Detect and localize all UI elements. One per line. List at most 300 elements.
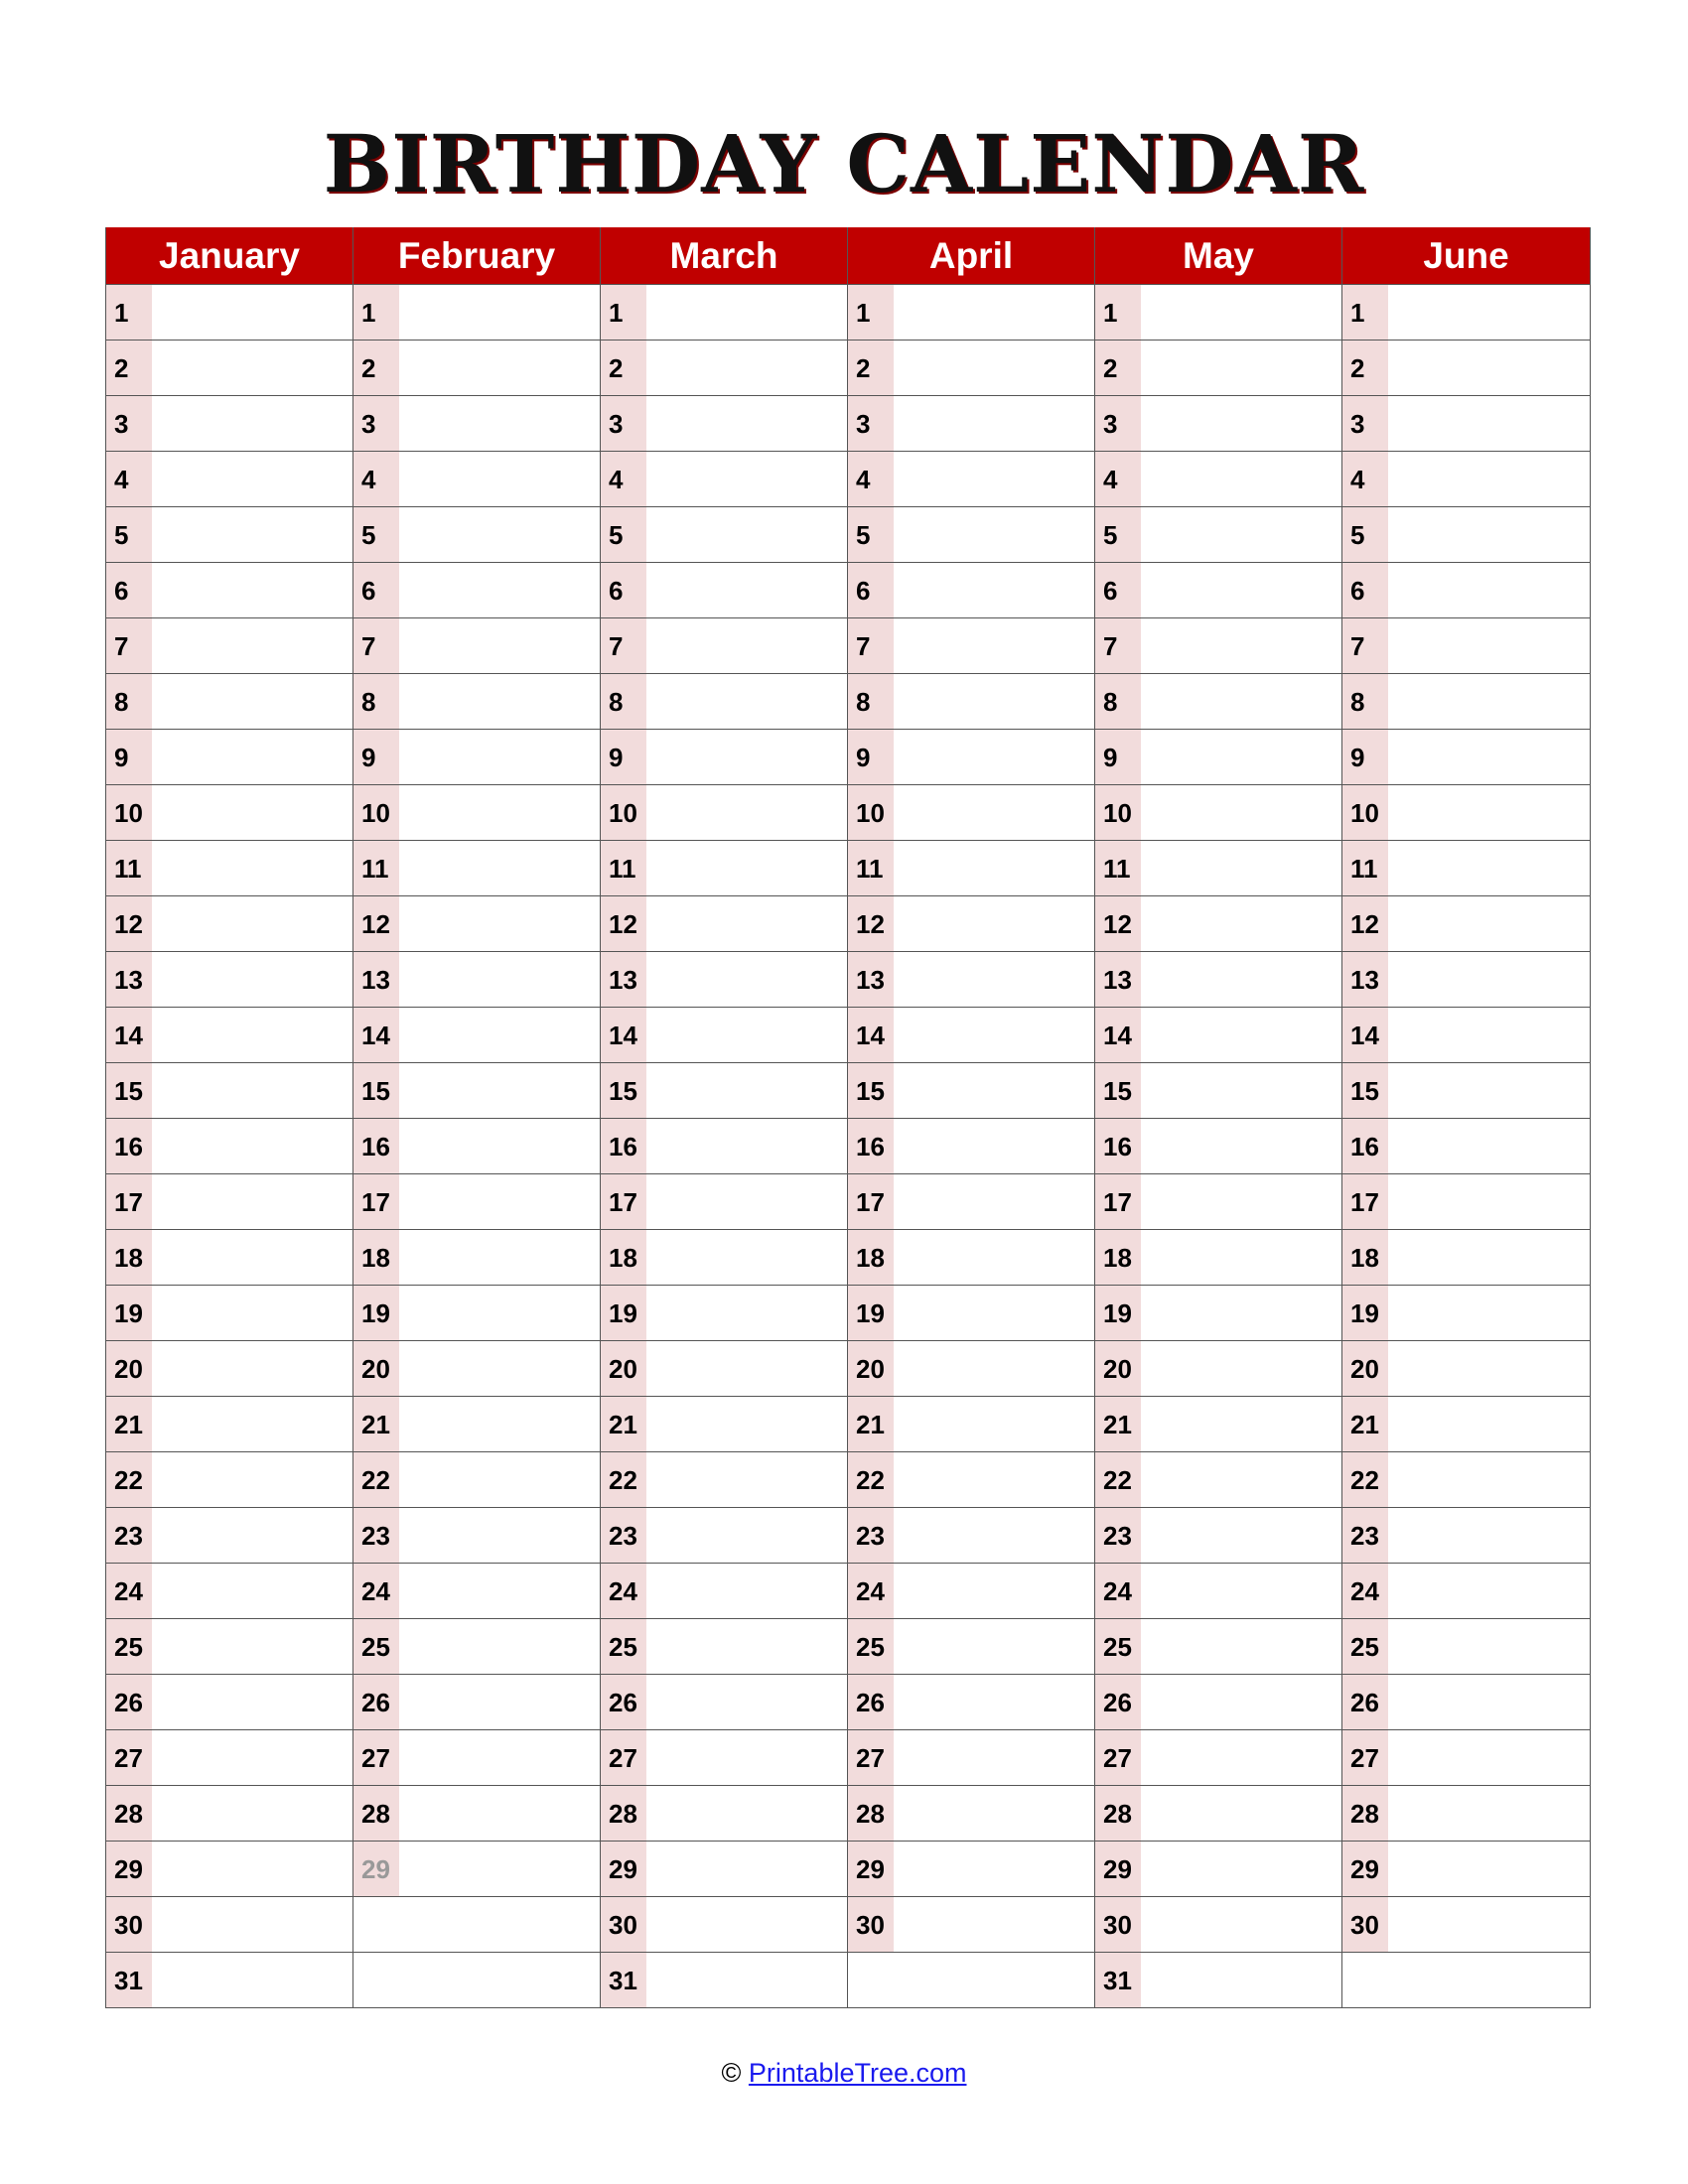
birthday-entry-cell[interactable] (1388, 452, 1590, 506)
day-number: 22 (1342, 1452, 1388, 1507)
day-number: 24 (353, 1564, 399, 1618)
day-number: 11 (848, 841, 894, 895)
day-row (1095, 563, 1341, 618)
day-number: 8 (106, 674, 152, 729)
birthday-entry-cell[interactable] (1388, 674, 1590, 729)
birthday-entry-cell[interactable] (646, 1619, 847, 1674)
copyright-symbol: © (721, 2058, 742, 2088)
day-row (601, 1063, 847, 1119)
birthday-entry-cell[interactable] (152, 563, 352, 617)
day-row (106, 507, 352, 563)
birthday-entry-cell[interactable] (1141, 841, 1341, 895)
day-number: 19 (1095, 1286, 1141, 1340)
birthday-entry-cell[interactable] (399, 1230, 600, 1285)
birthday-entry-cell[interactable] (1388, 1452, 1590, 1507)
day-number: 26 (601, 1675, 646, 1729)
day-number: 5 (848, 507, 894, 562)
birthday-entry-cell[interactable] (1141, 1286, 1341, 1340)
birthday-entry-cell[interactable] (152, 1842, 352, 1896)
day-number: 28 (353, 1786, 399, 1841)
birthday-entry-cell[interactable] (152, 1730, 352, 1785)
day-number: 19 (601, 1286, 646, 1340)
birthday-entry-cell[interactable] (1388, 785, 1590, 840)
birthday-entry-cell[interactable] (894, 285, 1094, 340)
birthday-entry-cell[interactable] (1388, 1119, 1590, 1173)
day-row (353, 341, 600, 396)
day-number: 7 (601, 618, 646, 673)
day-number: 2 (848, 341, 894, 395)
day-row (1342, 285, 1590, 341)
birthday-entry-cell[interactable] (152, 452, 352, 506)
birthday-entry-cell[interactable] (399, 1008, 600, 1062)
day-number: 20 (848, 1341, 894, 1396)
birthday-entry-cell[interactable] (646, 1730, 847, 1785)
day-number: 18 (1095, 1230, 1141, 1285)
birthday-entry-cell[interactable] (894, 674, 1094, 729)
day-number: 30 (1342, 1897, 1388, 1952)
birthday-entry-cell[interactable] (152, 1230, 352, 1285)
birthday-entry-cell[interactable] (1388, 1786, 1590, 1841)
day-number: 14 (601, 1008, 646, 1062)
birthday-entry-cell[interactable] (1388, 285, 1590, 340)
birthday-entry-cell[interactable] (894, 1452, 1094, 1507)
day-row (106, 1452, 352, 1508)
day-number: 5 (601, 507, 646, 562)
day-number: 7 (106, 618, 152, 673)
birthday-entry-cell[interactable] (399, 674, 600, 729)
birthday-entry-cell[interactable] (646, 618, 847, 673)
day-number: 1 (1342, 285, 1388, 340)
day-number: 10 (848, 785, 894, 840)
birthday-entry-cell[interactable] (152, 1897, 352, 1952)
birthday-entry-cell[interactable] (894, 1008, 1094, 1062)
day-row (353, 730, 600, 785)
day-number: 3 (1342, 396, 1388, 451)
day-number: 26 (1095, 1675, 1141, 1729)
birthday-entry-cell[interactable] (1388, 1341, 1590, 1396)
day-number: 21 (106, 1397, 152, 1451)
day-row (601, 396, 847, 452)
birthday-entry-cell[interactable] (399, 952, 600, 1007)
birthday-entry-cell[interactable] (152, 1397, 352, 1451)
day-row (1342, 341, 1590, 396)
birthday-entry-cell[interactable] (152, 507, 352, 562)
birthday-entry-cell[interactable] (152, 1786, 352, 1841)
birthday-entry-cell[interactable] (894, 896, 1094, 951)
birthday-entry-cell[interactable] (1388, 563, 1590, 617)
birthday-entry-cell[interactable] (1141, 396, 1341, 451)
birthday-entry-cell[interactable] (1141, 563, 1341, 617)
birthday-entry-cell[interactable] (152, 1174, 352, 1229)
birthday-entry-cell[interactable] (646, 896, 847, 951)
birthday-entry-cell[interactable] (1388, 1286, 1590, 1340)
birthday-entry-cell[interactable] (399, 1508, 600, 1563)
day-row (106, 1675, 352, 1730)
day-number: 12 (1342, 896, 1388, 951)
birthday-entry-cell[interactable] (1388, 1230, 1590, 1285)
birthday-entry-cell[interactable] (646, 396, 847, 451)
birthday-entry-cell[interactable] (646, 452, 847, 506)
birthday-entry-cell[interactable] (1141, 1452, 1341, 1507)
birthday-entry-cell[interactable] (152, 730, 352, 784)
day-row (1095, 507, 1341, 563)
birthday-entry-cell[interactable] (1141, 1675, 1341, 1729)
birthday-entry-cell[interactable] (1141, 674, 1341, 729)
day-number: 6 (1342, 563, 1388, 617)
birthday-entry-cell[interactable] (399, 452, 600, 506)
day-number: 18 (601, 1230, 646, 1285)
birthday-entry-cell[interactable] (1141, 1730, 1341, 1785)
birthday-entry-cell[interactable] (1141, 1953, 1341, 2007)
day-row (1095, 396, 1341, 452)
birthday-entry-cell[interactable] (152, 952, 352, 1007)
day-number: 17 (601, 1174, 646, 1229)
birthday-entry-cell[interactable] (152, 618, 352, 673)
birthday-entry-cell[interactable] (152, 1008, 352, 1062)
day-row (106, 563, 352, 618)
birthday-entry-cell[interactable] (1388, 341, 1590, 395)
birthday-entry-cell[interactable] (894, 1842, 1094, 1896)
birthday-entry-cell[interactable] (1388, 1063, 1590, 1118)
day-row (353, 1063, 600, 1119)
day-number: 24 (601, 1564, 646, 1618)
birthday-entry-cell[interactable] (399, 1397, 600, 1451)
birthday-entry-cell[interactable] (1388, 618, 1590, 673)
birthday-entry-cell[interactable] (399, 896, 600, 951)
birthday-entry-cell[interactable] (646, 507, 847, 562)
day-number: 20 (601, 1341, 646, 1396)
birthday-entry-cell[interactable] (646, 1341, 847, 1396)
birthday-entry-cell[interactable] (1388, 1619, 1590, 1674)
birthday-entry-cell[interactable] (646, 952, 847, 1007)
birthday-entry-cell[interactable] (646, 1452, 847, 1507)
day-row (106, 1119, 352, 1174)
day-number: 15 (1342, 1063, 1388, 1118)
day-number: 14 (1095, 1008, 1141, 1062)
birthday-entry-cell[interactable] (1141, 896, 1341, 951)
birthday-entry-cell[interactable] (894, 452, 1094, 506)
birthday-entry-cell[interactable] (152, 785, 352, 840)
birthday-entry-cell[interactable] (152, 341, 352, 395)
day-row (106, 1230, 352, 1286)
birthday-entry-cell[interactable] (1388, 730, 1590, 784)
birthday-entry-cell[interactable] (1388, 1842, 1590, 1896)
day-number: 25 (848, 1619, 894, 1674)
birthday-entry-cell[interactable] (894, 1286, 1094, 1340)
birthday-entry-cell[interactable] (152, 896, 352, 951)
day-row (601, 618, 847, 674)
day-row (848, 730, 1094, 785)
birthday-entry-cell[interactable] (1388, 1008, 1590, 1062)
birthday-entry-cell[interactable] (399, 1119, 600, 1173)
birthday-entry-cell[interactable] (894, 1619, 1094, 1674)
birthday-entry-cell[interactable] (894, 1897, 1094, 1952)
day-row (353, 1174, 600, 1230)
day-number: 12 (353, 896, 399, 951)
birthday-entry-cell[interactable] (399, 841, 600, 895)
day-row (1095, 674, 1341, 730)
birthday-entry-cell[interactable] (399, 563, 600, 617)
birthday-entry-cell[interactable] (894, 1397, 1094, 1451)
day-row (1342, 841, 1590, 896)
day-row (106, 452, 352, 507)
birthday-entry-cell[interactable] (1141, 1842, 1341, 1896)
birthday-entry-cell[interactable] (646, 1564, 847, 1618)
birthday-entry-cell[interactable] (894, 396, 1094, 451)
birthday-entry-cell[interactable] (894, 730, 1094, 784)
day-row (601, 841, 847, 896)
printabletree-link[interactable]: PrintableTree.com (748, 2058, 967, 2088)
birthday-entry-cell[interactable] (399, 1730, 600, 1785)
birthday-entry-cell[interactable] (152, 841, 352, 895)
day-row (1342, 1953, 1590, 2008)
birthday-entry-cell[interactable] (1141, 341, 1341, 395)
birthday-entry-cell[interactable] (1388, 1397, 1590, 1451)
birthday-entry-cell[interactable] (399, 341, 600, 395)
birthday-entry-cell[interactable] (1388, 1730, 1590, 1785)
day-row (1342, 1842, 1590, 1897)
birthday-entry-cell[interactable] (1141, 1119, 1341, 1173)
birthday-entry-cell[interactable] (152, 1286, 352, 1340)
birthday-entry-cell[interactable] (399, 1842, 600, 1896)
day-row (601, 730, 847, 785)
day-row (848, 1286, 1094, 1341)
birthday-entry-cell[interactable] (894, 1063, 1094, 1118)
birthday-entry-cell[interactable] (1141, 1564, 1341, 1618)
birthday-entry-cell[interactable] (894, 341, 1094, 395)
birthday-entry-cell[interactable] (399, 1786, 600, 1841)
birthday-entry-cell[interactable] (894, 1174, 1094, 1229)
birthday-entry-cell[interactable] (1141, 452, 1341, 506)
birthday-entry-cell[interactable] (646, 563, 847, 617)
day-row (1342, 1341, 1590, 1397)
birthday-entry-cell[interactable] (894, 1564, 1094, 1618)
day-row (848, 341, 1094, 396)
day-number: 10 (106, 785, 152, 840)
birthday-entry-cell[interactable] (646, 785, 847, 840)
birthday-entry-cell[interactable] (646, 1675, 847, 1729)
day-row (601, 1842, 847, 1897)
day-number: 10 (1095, 785, 1141, 840)
birthday-entry-cell[interactable] (894, 1786, 1094, 1841)
birthday-entry-cell[interactable] (1388, 396, 1590, 451)
day-number: 12 (1095, 896, 1141, 951)
birthday-entry-cell[interactable] (646, 1230, 847, 1285)
birthday-entry-cell[interactable] (152, 1341, 352, 1396)
birthday-entry-cell[interactable] (1388, 952, 1590, 1007)
day-number: 30 (106, 1897, 152, 1952)
birthday-entry-cell[interactable] (1141, 1619, 1341, 1674)
birthday-entry-cell[interactable] (646, 1119, 847, 1173)
birthday-entry-cell[interactable] (894, 507, 1094, 562)
birthday-entry-cell[interactable] (894, 563, 1094, 617)
day-row (353, 396, 600, 452)
day-number: 30 (848, 1897, 894, 1952)
birthday-entry-cell[interactable] (399, 1564, 600, 1618)
birthday-entry-cell[interactable] (399, 730, 600, 784)
birthday-entry-cell[interactable] (646, 1953, 847, 2007)
birthday-entry-cell[interactable] (399, 618, 600, 673)
birthday-entry-cell[interactable] (152, 396, 352, 451)
birthday-entry-cell[interactable] (646, 1174, 847, 1229)
birthday-entry-cell[interactable] (1141, 952, 1341, 1007)
day-row (848, 618, 1094, 674)
day-number: 17 (848, 1174, 894, 1229)
day-row (601, 952, 847, 1008)
birthday-entry-cell[interactable] (646, 1897, 847, 1952)
day-row (1095, 285, 1341, 341)
day-number: 21 (1095, 1397, 1141, 1451)
birthday-entry-cell[interactable] (894, 1675, 1094, 1729)
day-row (1342, 1564, 1590, 1619)
birthday-entry-cell[interactable] (399, 1619, 600, 1674)
day-number: 26 (106, 1675, 152, 1729)
birthday-entry-cell[interactable] (399, 1174, 600, 1229)
birthday-entry-cell[interactable] (894, 1730, 1094, 1785)
birthday-entry-cell[interactable] (399, 396, 600, 451)
day-number: 5 (1342, 507, 1388, 562)
day-number: 16 (1342, 1119, 1388, 1173)
birthday-entry-cell[interactable] (152, 1953, 352, 2007)
birthday-entry-cell[interactable] (894, 952, 1094, 1007)
day-row (601, 507, 847, 563)
birthday-entry-cell[interactable] (152, 674, 352, 729)
birthday-entry-cell[interactable] (1388, 896, 1590, 951)
birthday-entry-cell[interactable] (1388, 1675, 1590, 1729)
birthday-entry-cell[interactable] (1141, 507, 1341, 562)
day-number: 10 (353, 785, 399, 840)
day-number: 4 (1342, 452, 1388, 506)
day-row (848, 841, 1094, 896)
birthday-entry-cell[interactable] (646, 730, 847, 784)
birthday-entry-cell[interactable] (1388, 841, 1590, 895)
birthday-entry-cell (399, 1897, 600, 1952)
day-number: 18 (848, 1230, 894, 1285)
birthday-entry-cell[interactable] (152, 1619, 352, 1674)
birthday-entry-cell[interactable] (894, 618, 1094, 673)
day-row (106, 341, 352, 396)
day-number: 25 (1342, 1619, 1388, 1674)
birthday-entry-cell[interactable] (646, 341, 847, 395)
birthday-entry-cell[interactable] (399, 785, 600, 840)
day-number: 4 (848, 452, 894, 506)
birthday-entry-cell[interactable] (1388, 1508, 1590, 1563)
birthday-entry-cell[interactable] (1141, 618, 1341, 673)
day-row (848, 1008, 1094, 1063)
birthday-entry-cell[interactable] (152, 1508, 352, 1563)
day-row (106, 1341, 352, 1397)
day-row (1342, 563, 1590, 618)
birthday-entry-cell[interactable] (1141, 1897, 1341, 1952)
day-row (106, 785, 352, 841)
birthday-entry-cell[interactable] (646, 841, 847, 895)
day-number: 11 (601, 841, 646, 895)
birthday-entry-cell[interactable] (646, 1008, 847, 1062)
birthday-entry-cell[interactable] (1141, 1174, 1341, 1229)
birthday-entry-cell[interactable] (1141, 1008, 1341, 1062)
day-row (353, 285, 600, 341)
birthday-entry-cell[interactable] (1388, 1897, 1590, 1952)
birthday-entry-cell[interactable] (646, 1286, 847, 1340)
birthday-entry-cell[interactable] (894, 1119, 1094, 1173)
day-number (1342, 1953, 1388, 2007)
day-number: 4 (106, 452, 152, 506)
birthday-entry-cell[interactable] (646, 1786, 847, 1841)
birthday-entry-cell[interactable] (152, 1452, 352, 1507)
day-number: 3 (1095, 396, 1141, 451)
birthday-entry-cell[interactable] (152, 1675, 352, 1729)
birthday-entry-cell[interactable] (894, 1230, 1094, 1285)
day-row (601, 452, 847, 507)
day-row (106, 396, 352, 452)
birthday-entry-cell[interactable] (399, 1063, 600, 1118)
day-row (1095, 1897, 1341, 1953)
day-row (353, 1619, 600, 1675)
day-row (848, 1063, 1094, 1119)
day-row (106, 730, 352, 785)
birthday-entry-cell[interactable] (1141, 785, 1341, 840)
birthday-entry-cell[interactable] (646, 1508, 847, 1563)
day-number: 17 (353, 1174, 399, 1229)
birthday-entry-cell[interactable] (646, 1397, 847, 1451)
birthday-entry-cell[interactable] (399, 507, 600, 562)
birthday-entry-cell[interactable] (152, 1063, 352, 1118)
birthday-entry-cell[interactable] (152, 1564, 352, 1618)
birthday-entry-cell[interactable] (1388, 507, 1590, 562)
birthday-entry-cell[interactable] (894, 1341, 1094, 1396)
birthday-entry-cell[interactable] (1141, 1230, 1341, 1285)
birthday-entry-cell[interactable] (399, 1286, 600, 1340)
birthday-entry-cell[interactable] (894, 841, 1094, 895)
day-row (1095, 1508, 1341, 1564)
day-row (353, 785, 600, 841)
month-header: April (848, 227, 1094, 285)
birthday-entry-cell[interactable] (894, 1508, 1094, 1563)
day-number: 18 (106, 1230, 152, 1285)
birthday-entry-cell[interactable] (1141, 730, 1341, 784)
day-number: 3 (848, 396, 894, 451)
birthday-entry-cell[interactable] (1388, 1564, 1590, 1618)
birthday-entry-cell[interactable] (646, 285, 847, 340)
birthday-entry-cell[interactable] (646, 674, 847, 729)
birthday-entry-cell[interactable] (1388, 1174, 1590, 1229)
day-row (353, 507, 600, 563)
day-row (1095, 1953, 1341, 2008)
day-number: 29 (353, 1842, 399, 1896)
birthday-entry-cell[interactable] (1141, 1786, 1341, 1841)
birthday-entry-cell[interactable] (152, 1119, 352, 1173)
day-number: 27 (106, 1730, 152, 1785)
birthday-entry-cell[interactable] (1141, 1063, 1341, 1118)
birthday-entry-cell[interactable] (152, 285, 352, 340)
day-number: 19 (353, 1286, 399, 1340)
day-row (1342, 1397, 1590, 1452)
birthday-entry-cell[interactable] (646, 1063, 847, 1118)
birthday-entry-cell[interactable] (646, 1842, 847, 1896)
birthday-entry-cell[interactable] (399, 1675, 600, 1729)
birthday-entry-cell[interactable] (399, 285, 600, 340)
birthday-entry-cell[interactable] (1141, 1508, 1341, 1563)
day-number: 26 (1342, 1675, 1388, 1729)
birthday-entry-cell[interactable] (1141, 285, 1341, 340)
day-row (106, 1842, 352, 1897)
birthday-entry-cell[interactable] (1141, 1397, 1341, 1451)
birthday-entry-cell[interactable] (399, 1452, 600, 1507)
day-row (106, 952, 352, 1008)
birthday-entry-cell[interactable] (1141, 1341, 1341, 1396)
birthday-entry-cell[interactable] (894, 785, 1094, 840)
birthday-entry-cell[interactable] (399, 1341, 600, 1396)
